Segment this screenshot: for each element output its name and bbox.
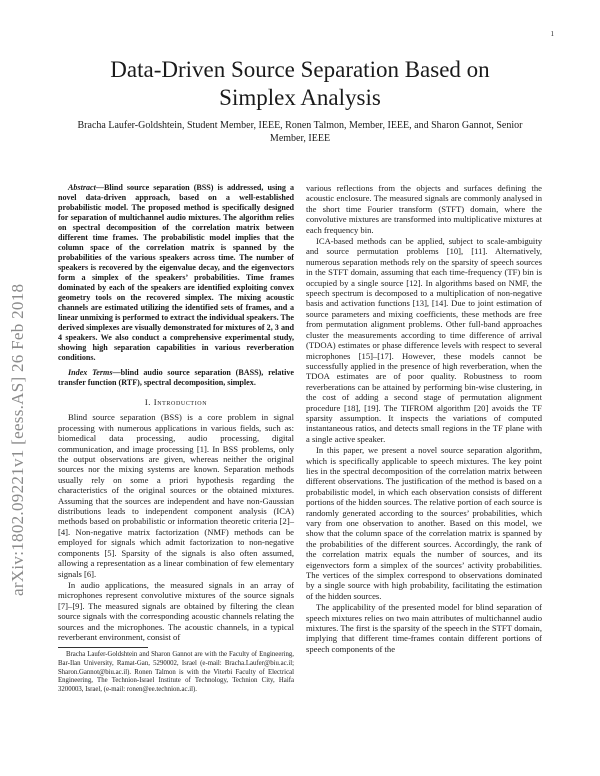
index-terms	[58, 368, 294, 388]
body-paragraph: various reflections from the objects and surfaces defining the acoustic enclosure. The measured signals are commonly analysed in the short time Fourier transform (STFT) domain, where the convolutive mixtures are transformed into multiplicative mixtures at each frequency bin.	[306, 183, 542, 235]
left-column	[58, 183, 294, 694]
body-paragraph: In audio applications, the measured signals in an array of microphones represent convolutive mixtures of the source signals [7]–[9]. The measured signals are obtained by filtering the clean source signals with the corresponding acoustic channels relating the sources and the microphones. The acoustic channels, in a typical reverberant environment, consist of	[58, 579, 294, 642]
arxiv-stamp: arXiv:1802.09221v1 [eess.AS] 26 Feb 2018	[8, 283, 27, 596]
page-number: 1	[550, 30, 554, 38]
author-affiliation-footnote: Bracha Laufer-Goldshtein and Sharon Gannot are with the Faculty of Engineering, Bar-Ilan University, Ramat-Gan, 5290002, Israel (e-mail: Bracha.Laufer@biu.ac.il; Sharon.Gannot@biu.ac.il). Ronen Talmon is with the Viterbi Faculty of Electrical Engineering, The Technion-Israel Institute of Technology, Technion City, Haifa 3200003, Israel, (e-mail: ronen@ee.technion.ac.il).	[58, 651, 294, 693]
body-paragraph: Blind source separation (BSS) is a core problem in signal processing with numerous applications in various fields, such as: biomedical data processing, audio processing, digital communication, and image processing [1]. In BSS problems, only the output observations are given, whereas neither the original sources nor the mixing systems are known. Separation methods usually rely on some a priori hypothesis regarding the characteristics of the original sources or the obtained mixtures. Assuming that the sources are independent and have non-Gaussian distributions leads to independent component analysis (ICA) methods based on probabilistic or information theoretic criteria [2]–[4]. Non-negative matrix factorization (NMF) methods can be employed for signals which admit factorization to non-negative components [5]. Sparsity of the signals is also often assumed, allowing a representation as a linear combination of few elementary signals [6].	[58, 412, 294, 579]
section-heading: I. Introduction	[144, 397, 208, 407]
right-column	[306, 183, 542, 655]
body-paragraph: The applicability of the presented model for blind separation of speech mixtures relies on two main attributes of multichannel audio mixtures. The first is the sparsity of the speech in the STFT domain, implying that different time-frames contain different portions of speech components of the	[306, 602, 542, 654]
footnote-divider	[58, 647, 148, 648]
body-paragraph: ICA-based methods can be applied, subject to scale-ambiguity and source permutation problems [10], [11]. Alternatively, numerous separation methods rely on the sparsity of speech sources in the STFT domain, assuming that each time-frequency (TF) bin is occupied by a single source [12]. In algorithms based on NMF, the speech spectrum is decomposed to a multiplication of non-negative basis and activation functions [13], [14]. Due to joint estimation of source parameters and mixing coefficients, these methods are free from permutation alignment problems. Other full-band approaches cluster the measurements according to time difference of arrival (TDOA) estimates or phase difference levels with respect to several microphones [15]–[17]. However, these models cannot be successfully applied in the presence of high reverberation, when the TDOA estimates are of poor quality. Robustness to room reverberations can be attained by performing bin-wise clustering, in the cost of adding a second stage of permutation alignment procedure [18], [19]. The TIFROM algorithm [20] avoids the TF sparsity assumption. It inspects the variations of computed instantaneous ratios, and detects small regions in the TF plane with a single active speaker.	[306, 236, 542, 444]
paper-title: Data-Driven Source Separation Based on Simplex Analysis	[110, 57, 490, 110]
index-terms-label: Index Terms	[68, 368, 113, 377]
abstract	[58, 183, 294, 363]
index-terms-text: —blind audio source separation (BASS), relative transfer function (RTF), spectral decomposition, simplex.	[58, 368, 295, 387]
body-paragraph: In this paper, we present a novel source separation algorithm, which is specifically applicable to speech mixtures. The key point lies in the spectral decomposition of the correlation matrix between different observations. The justification of the method is based on a probabilistic model, in which each observation consists of different portions of the hidden sources. The relative portion of each source is randomly generated according to the sources’ probabilities, which vary from one observation to another. Based on this model, we show that the column space of the correlation matrix is spanned by the probabilities of the different sources. Accordingly, the rank of the correlation matrix equals the number of sources, and its eigenvectors form a simplex of the sources’ activity probabilities. The vertices of the simplex correspond to observations dominated by a single source with high probability, facilitating the estimation of the hidden sources.	[306, 445, 542, 601]
author-line: Bracha Laufer-Goldshtein, Student Member, IEEE, Ronen Talmon, Member, IEEE, and Sharon Gannot, Senior Member, IEEE	[77, 120, 523, 144]
abstract-text: —Blind source separation (BSS) is addressed, using a novel data-driven approach, based on a well-established probabilistic model. The proposed method is specifically designed for separation of multichannel audio mixtures. The algorithm relies on spectral decomposition of the correlation matrix between different time frames. The probabilistic model implies that the column space of the correlation matrix is spanned by the probabilities of the various speakers across time. The number of speakers is recovered by the eigenvalue decay, and the eigenvectors form a simplex of the speakers’ probabilities. Time frames dominated by each of the speakers are identified exploiting convex geometry tools on the recovered simplex. The mixing acoustic channels are estimated utilizing the identified sets of frames, and a linear unmixing is performed to extract the individual speakers. The derived simplexes are visually demonstrated for mixtures of 2, 3 and 4 speakers. We also conduct a comprehensive experimental study, showing high separation capabilities in various reverberation conditions.	[58, 183, 294, 362]
abstract-label: Abstract	[68, 183, 96, 192]
